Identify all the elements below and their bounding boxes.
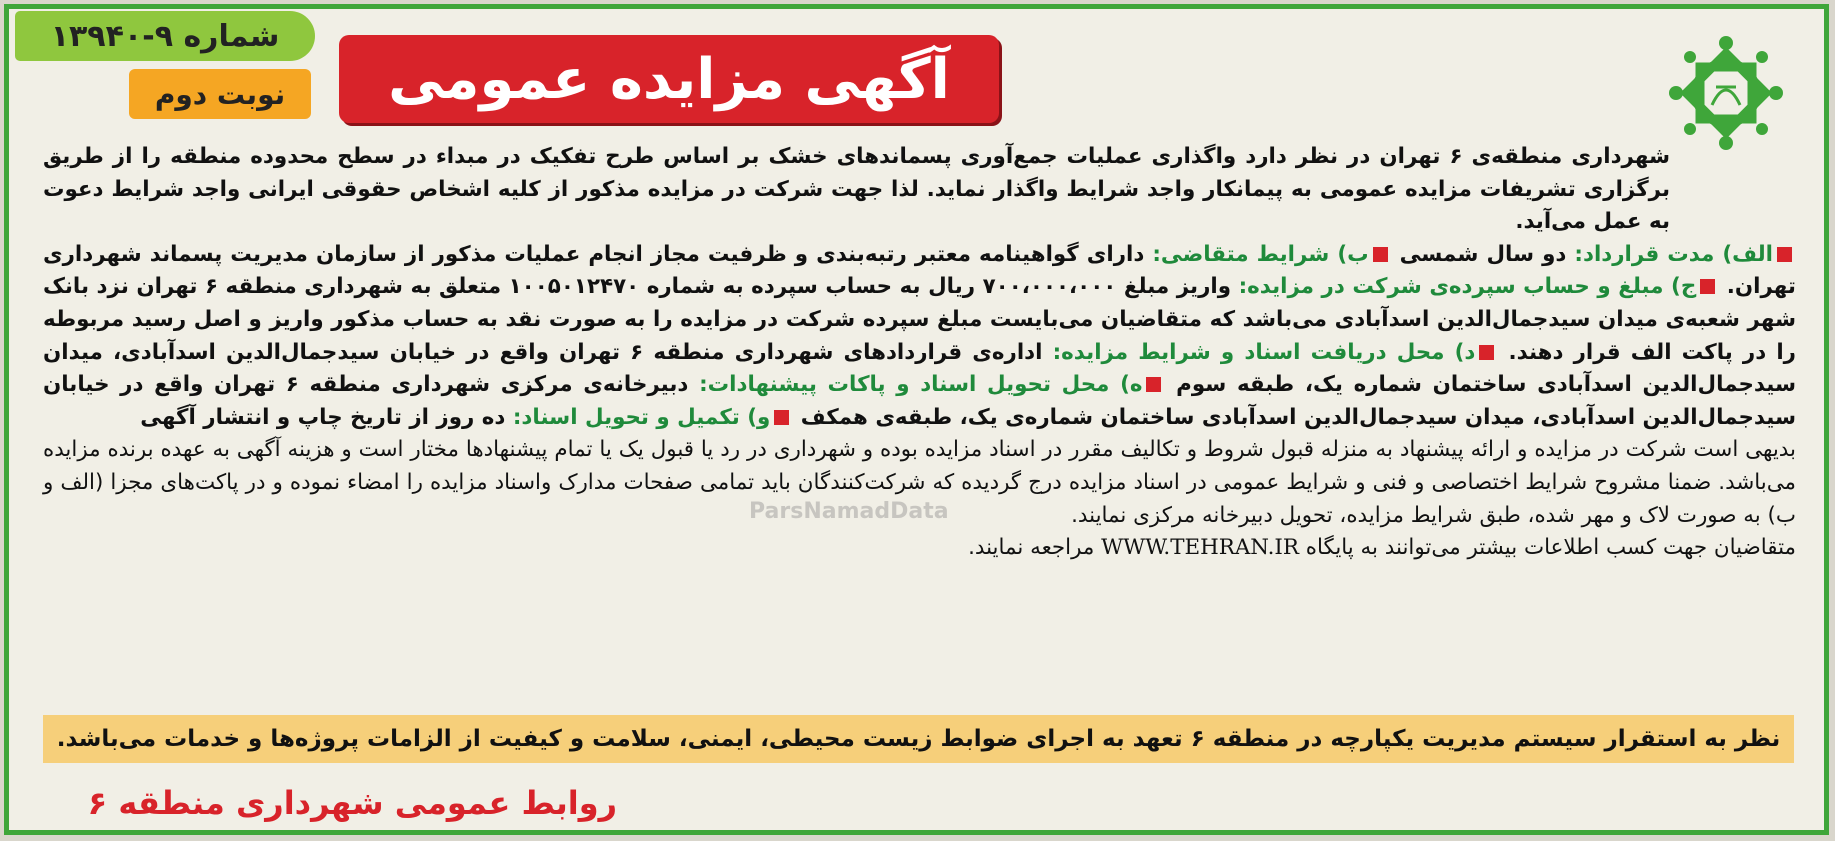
issue-number-label: شماره ۹-۱۳۹۴۰ [50,18,280,54]
website-paragraph [43,532,1796,565]
round-label: نوبت دوم [154,77,286,111]
bullet-square-icon [1479,345,1494,360]
watermark-text: ParsNamadData [749,499,949,524]
intro-paragraph [43,141,1796,239]
tehran-municipality-logo-icon [1668,35,1784,151]
item-a-label: الف) مدت قرارداد: [1574,241,1773,267]
issue-number-badge [15,11,315,61]
bullet-square-icon [1777,247,1792,262]
footer-notice: نظر به استقرار سیستم مدیریت یکپارچه در منطقه ۶ تعهد به اجرای ضوابط زیست محیطی، ایمنی، سلامت و کیفیت از الزامات پروژه‌ها و خدمات می‌باشد. [56,726,1781,752]
page-title: آگهی مزایده عمومی [388,46,950,112]
item-e-text: دبیرخانه‌ی مرکزی شهرداری منطقه ۶ تهران واقع در خیابان سیدجمال‌الدین اسدآبادی، میدان سیدجمال‌الدین اسدآبادی ساختمان شماره‌ی یک، طبقه‌ی همکف [43,372,1796,430]
item-c-text: واریز مبلغ ۷۰۰،۰۰۰،۰۰۰ ریال به حساب سپرده به شماره ۱۰۰۵۰۱۲۴۷۰ متعلق به شهرداری منطقه ۶ تهران نزد بانک شهر شعبه‌ی میدان سیدجمال‌الدین اسدآبادی می‌باشد که متقاضیان می‌بایست مبلغ سپرده شرکت در مزایده را به صورت نقد به حساب مذکور واریز و اصل رسید مربوطه را در پاکت الف قرار دهند. [43,274,1796,365]
item-b-label: ب) شرایط متقاضی: [1152,241,1369,267]
footer-notice-box [43,715,1794,763]
title-banner [339,35,999,123]
item-c-label: ج) مبلغ و حساب سپرده‌ی شرکت در مزایده: [1238,274,1697,300]
item-f-text: ده روز از تاریخ چاپ و انتشار آگهی [140,404,506,430]
intro-text: در نظر دارد واگذاری عملیات جمع‌آوری پسماندهای خشک بر اساس طرح تفکیک در مبداء در سطح محدوده منطقه را از طریق برگزاری تشریفات مزایده عمومی به پیمانکار واجد شرایط واگذار نماید. لذا جهت شرکت در مزایده مذکور از کلیه اشخاص حقوقی ایرانی واجد شرایط دعوت به عمل می‌آید. [43,144,1670,235]
org-name: شهرداری منطقه‌ی ۶ تهران [1379,144,1671,169]
signature-text: روابط عمومی شهرداری منطقه ۶ [87,784,617,822]
terms-text: بدیهی است شرکت در مزایده و ارائه پیشنهاد به منزله قبول شروط و تکالیف مقرر در اسناد مزایده بوده و شهرداری در رد یا قبول یک یا تمام پیشنهادها مختار است و هزینه آگهی به عهده برنده مزایده می‌باشد. ضمنا مشروح شرایط اختصاصی و فنی و شرایط عمومی در اسناد مزایده درج گردیده که شرکت‌کنندگان باید تمامی صفحات مدارک واسناد مزایده را امضاء نموده و در پاکت‌های مجزا (الف و ب) به صورت لاک و مهر شده، طبق شرایط مزایده، تحویل دبیرخانه مرکزی نمایند. [43,437,1796,528]
bullet-square-icon [1146,377,1161,392]
watermark [749,499,949,524]
bullet-square-icon [1373,247,1388,262]
item-b-text: دارای گواهینامه معتبر رتبه‌بندی و ظرفیت مجاز انجام عملیات مذکور از سازمان مدیریت پسماند شهرداری تهران. [43,241,1796,300]
item-a-text: دو سال شمسی [1399,241,1567,267]
website-pre-text: متقاضیان جهت کسب اطلاعات بیشتر می‌توانند به پایگاه [1305,535,1796,561]
item-d-label: د) محل دریافت اسناد و شرایط مزایده: [1052,339,1476,365]
item-e-label: ه) محل تحویل اسناد و پاکات پیشنهادات: [699,372,1143,398]
item-f-label: و) تکمیل و تحویل اسناد: [512,404,771,430]
bullet-square-icon [774,410,789,425]
item-d-text: اداره‌ی قراردادهای شهرداری منطقه ۶ تهران واقع در خیابان سیدجمال‌الدین اسدآبادی، میدان سیدجمال‌الدین اسدآبادی ساختمان شماره یک، طبقه سوم [43,339,1796,398]
website-link[interactable]: WWW.TEHRAN.IR [1101,535,1299,561]
round-badge [129,69,311,119]
signature [57,777,617,829]
ad-frame [4,4,1829,835]
bullet-square-icon [1700,279,1715,294]
website-post-text: مراجعه نمایند. [968,535,1095,561]
conditions-paragraph [43,239,1796,435]
